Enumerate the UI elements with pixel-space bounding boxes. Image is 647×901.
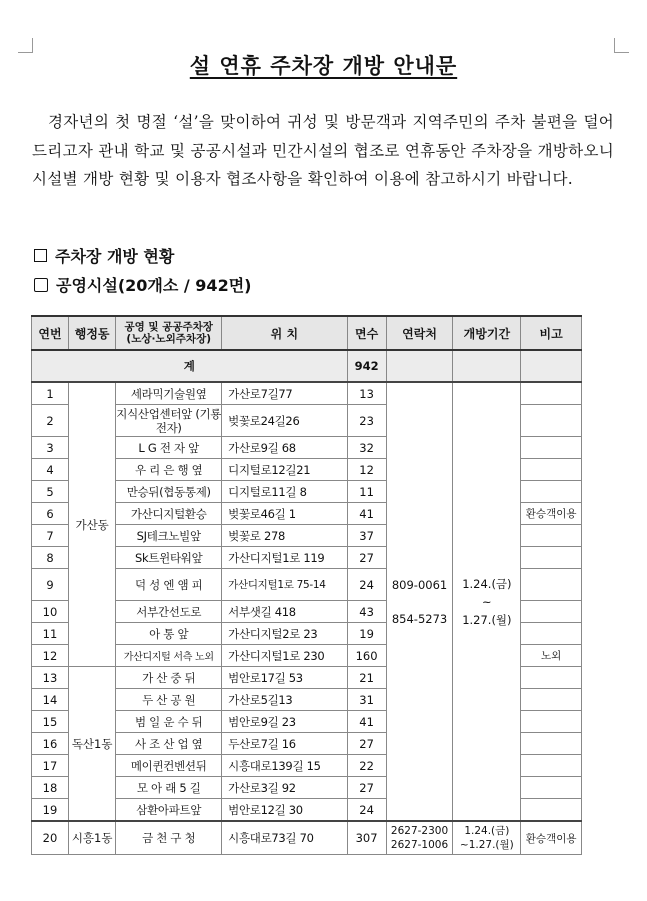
period-start: 1.24.(금) (464, 825, 510, 837)
dong-cell-doksan: 독산1동 (69, 667, 116, 822)
remark-cell: 노외 (521, 645, 582, 667)
remark-cell (521, 667, 582, 689)
period-end: ~1.27.(월) (459, 839, 514, 851)
facility-spaces: 21 (347, 667, 386, 689)
facility-location: 벚꽃로 278 (222, 525, 347, 547)
remark-cell (521, 437, 582, 459)
section-heading (34, 244, 174, 267)
facility-spaces: 27 (347, 547, 386, 569)
row-no: 1 (32, 382, 69, 405)
table-row (32, 821, 582, 855)
row-no: 4 (32, 459, 69, 481)
facility-name: 범 일 운 수 뒤 (116, 711, 222, 733)
period-start: 1.24.(금) (462, 576, 512, 591)
facility-location: 두산로7길 16 (222, 733, 347, 755)
facility-spaces: 24 (347, 569, 386, 601)
facility-name: L G 전 자 앞 (116, 437, 222, 459)
period-tilde: ~ (482, 594, 492, 609)
header-facility-line2: (노상·노외주차장) (126, 333, 212, 345)
remark-cell (521, 525, 582, 547)
facility-name: 지식산업센터앞 (기룡전자) (116, 406, 222, 435)
facility-location: 서부샛길 418 (222, 601, 347, 623)
row-no: 10 (32, 601, 69, 623)
facility-name: 모 아 래 5 길 (116, 777, 222, 799)
remark-cell (521, 689, 582, 711)
facility-name: Sk트윈타워앞 (116, 547, 222, 569)
facility-spaces: 32 (347, 437, 386, 459)
table-header-row (32, 316, 582, 350)
facility-spaces: 41 (347, 503, 386, 525)
facility-spaces: 24 (347, 799, 386, 822)
facility-name: 가산디지털환승 (116, 503, 222, 525)
facility-location: 벚꽃로24길26 (222, 405, 347, 437)
facility-location: 디지털로12길21 (222, 459, 347, 481)
header-remark: 비고 (521, 316, 582, 350)
facility-location: 가산로3길 92 (222, 777, 347, 799)
remark-cell (521, 733, 582, 755)
contact-number-2: 854-5273 (391, 611, 448, 626)
row-no: 18 (32, 777, 69, 799)
row-no: 13 (32, 667, 69, 689)
parking-table (31, 315, 582, 855)
remark-cell (521, 623, 582, 645)
row-no: 15 (32, 711, 69, 733)
facility-name: 가 산 중 뒤 (116, 667, 222, 689)
total-contact (386, 350, 453, 382)
facility-name: 두 산 공 원 (116, 689, 222, 711)
facility-spaces: 160 (347, 645, 386, 667)
remark-cell (521, 799, 582, 822)
facility-spaces: 27 (347, 733, 386, 755)
facility-spaces: 11 (347, 481, 386, 503)
total-row (32, 350, 582, 382)
facility-name: 가산디지털 서측 노외 (116, 645, 222, 667)
remark-cell (521, 481, 582, 503)
contact-number-1: 2627-2300 (390, 825, 449, 837)
facility-spaces: 31 (347, 689, 386, 711)
remark-cell (521, 755, 582, 777)
period-cell (453, 382, 521, 821)
total-spaces: 942 (347, 350, 386, 382)
facility-name: 금 천 구 청 (116, 821, 222, 855)
facility-location: 가산디지털1로 75-14 (222, 569, 347, 601)
facility-location: 범안로9길 23 (222, 711, 347, 733)
row-no: 5 (32, 481, 69, 503)
remark-cell (521, 601, 582, 623)
header-location: 위 치 (222, 316, 347, 350)
remark-cell (521, 459, 582, 481)
facility-name: 메이퀸컨벤션뒤 (116, 755, 222, 777)
remark-cell (521, 777, 582, 799)
row-no: 2 (32, 405, 69, 437)
facility-spaces: 13 (347, 382, 386, 405)
period-cell-20 (453, 821, 521, 855)
facility-location: 가산디지털1로 230 (222, 645, 347, 667)
remark-cell (521, 547, 582, 569)
subsection-heading (34, 273, 251, 296)
facility-location: 범안로12길 30 (222, 799, 347, 822)
facility-location: 가산로7길77 (222, 382, 347, 405)
row-no: 7 (32, 525, 69, 547)
facility-name: SJ테크노빌앞 (116, 525, 222, 547)
facility-location: 가산로9길 68 (222, 437, 347, 459)
facility-name: 사 조 산 업 옆 (116, 733, 222, 755)
period-end: 1.27.(월) (462, 612, 512, 627)
header-facility (116, 316, 222, 350)
remark-cell (521, 382, 582, 405)
facility-name: 삼환아파트앞 (116, 799, 222, 822)
row-no: 6 (32, 503, 69, 525)
row-no: 9 (32, 569, 69, 601)
contact-cell-20 (386, 821, 453, 855)
dong-cell-gasan: 가산동 (69, 382, 116, 667)
document-title: 설 연휴 주차장 개방 안내문 (189, 54, 458, 78)
facility-location: 시흥대로139길 15 (222, 755, 347, 777)
total-remark (521, 350, 582, 382)
facility-name: 덕 성 엔 앰 피 (116, 569, 222, 601)
section-heading-text: 주차장 개방 현황 (55, 247, 175, 266)
facility-spaces: 19 (347, 623, 386, 645)
facility-location: 가산디지털2로 23 (222, 623, 347, 645)
header-facility-line1: 공영 및 공공주차장 (124, 321, 213, 333)
header-spaces: 면수 (347, 316, 386, 350)
row-no: 16 (32, 733, 69, 755)
facility-location: 가산로5길13 (222, 689, 347, 711)
facility-location: 가산디지털1로 119 (222, 547, 347, 569)
intro-paragraph: 경자년의 첫 명절 ‘설’을 맞이하여 귀성 및 방문객과 지역주민의 주차 불편을 덜어드리고자 관내 학교 및 공공시설과 민간시설의 협조로 연휴동안 주차장을 개방하오니 시설별 개방 현황 및 이용자 협조사항을 확인하여 이용에 참고하시기 바랍니다. (32, 113, 614, 188)
header-period: 개방기간 (453, 316, 521, 350)
facility-location: 범안로17길 53 (222, 667, 347, 689)
contact-number-2: 2627-1006 (390, 839, 449, 851)
remark-cell: 환승객이용 (521, 503, 582, 525)
header-dong: 행정동 (69, 316, 116, 350)
dong-cell-siheung: 시흥1동 (69, 821, 116, 855)
facility-spaces: 22 (347, 755, 386, 777)
row-no: 19 (32, 799, 69, 822)
facility-location: 디지털로11길 8 (222, 481, 347, 503)
facility-name: 만승뒤(협동통제) (116, 481, 222, 503)
total-period (453, 350, 521, 382)
facility-name: 아 통 앞 (116, 623, 222, 645)
facility-spaces: 41 (347, 711, 386, 733)
facility-spaces: 12 (347, 459, 386, 481)
table-row (32, 382, 582, 405)
remark-cell (521, 711, 582, 733)
remark-cell (521, 405, 582, 437)
header-no: 연번 (32, 316, 69, 350)
facility-location: 벚꽃로46길 1 (222, 503, 347, 525)
facility-name: 우 리 은 행 옆 (116, 459, 222, 481)
row-no: 8 (32, 547, 69, 569)
checkbox-square-icon (34, 278, 48, 292)
facility-spaces: 23 (347, 405, 386, 437)
facility-name: 세라믹기술원옆 (116, 382, 222, 405)
row-no: 12 (32, 645, 69, 667)
subsection-heading-text: 공영시설(20개소 / 942면) (56, 276, 252, 295)
checkbox-square-icon (34, 249, 47, 262)
row-no: 11 (32, 623, 69, 645)
row-no: 14 (32, 689, 69, 711)
row-no: 20 (32, 821, 69, 855)
row-no: 17 (32, 755, 69, 777)
contact-cell (386, 382, 453, 821)
facility-spaces: 43 (347, 601, 386, 623)
facility-spaces: 37 (347, 525, 386, 547)
row-no: 3 (32, 437, 69, 459)
total-label: 계 (32, 350, 348, 382)
header-contact: 연락처 (386, 316, 453, 350)
remark-cell: 환승객이용 (521, 821, 582, 855)
facility-name: 서부간선도로 (116, 601, 222, 623)
facility-spaces: 307 (347, 821, 386, 855)
contact-number-1: 809-0061 (391, 577, 448, 592)
facility-spaces: 27 (347, 777, 386, 799)
facility-location: 시흥대로73길 70 (222, 821, 347, 855)
remark-cell (521, 569, 582, 601)
